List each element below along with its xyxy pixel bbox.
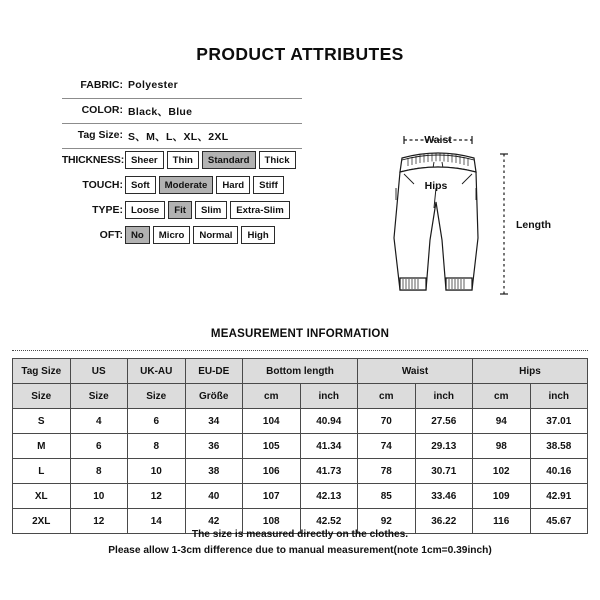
table-cell: 10 bbox=[70, 484, 128, 509]
table-cell: 38 bbox=[185, 459, 243, 484]
table-cell: 42 bbox=[185, 509, 243, 534]
attribute-row-type bbox=[62, 199, 302, 224]
option-group-touch bbox=[125, 176, 284, 194]
attribute-value-color: Black、Blue bbox=[128, 106, 193, 118]
table-cell: 8 bbox=[128, 434, 186, 459]
option-group-thickness bbox=[125, 151, 296, 169]
header-bottom-length: Bottom length bbox=[243, 359, 358, 384]
header-hips: Hips bbox=[473, 359, 588, 384]
table-cell: 105 bbox=[243, 434, 301, 459]
table-cell: 37.01 bbox=[530, 409, 588, 434]
attribute-label-type: TYPE: bbox=[92, 204, 123, 216]
option-type-fit[interactable]: Fit bbox=[168, 201, 192, 219]
option-touch-soft[interactable]: Soft bbox=[125, 176, 156, 194]
product-attributes-panel bbox=[62, 74, 302, 249]
cell-tag-size: M bbox=[13, 434, 71, 459]
option-touch-hard[interactable]: Hard bbox=[216, 176, 250, 194]
option-thickness-thin[interactable]: Thin bbox=[167, 151, 199, 169]
attribute-row-fabric bbox=[62, 74, 302, 99]
table-cell: 70 bbox=[358, 409, 416, 434]
table-header-group-row bbox=[13, 359, 588, 384]
table-row bbox=[13, 434, 588, 459]
table-cell: 36.22 bbox=[415, 509, 473, 534]
length-label: Length bbox=[516, 219, 551, 231]
table-cell: 12 bbox=[70, 509, 128, 534]
table-subheader-row bbox=[13, 384, 588, 409]
option-thickness-thick[interactable]: Thick bbox=[259, 151, 296, 169]
option-oft-micro[interactable]: Micro bbox=[153, 226, 191, 244]
option-oft-normal[interactable]: Normal bbox=[193, 226, 238, 244]
subheader-bottom-length-inch: inch bbox=[300, 384, 358, 409]
table-cell: 41.73 bbox=[300, 459, 358, 484]
table-cell: 94 bbox=[473, 409, 531, 434]
cell-tag-size: XL bbox=[13, 484, 71, 509]
cell-tag-size: 2XL bbox=[13, 509, 71, 534]
table-cell: 29.13 bbox=[415, 434, 473, 459]
table-cell: 27.56 bbox=[415, 409, 473, 434]
table-cell: 36 bbox=[185, 434, 243, 459]
option-type-slim[interactable]: Slim bbox=[195, 201, 227, 219]
table-cell: 10 bbox=[128, 459, 186, 484]
table-cell: 42.91 bbox=[530, 484, 588, 509]
table-cell: 38.58 bbox=[530, 434, 588, 459]
table-row bbox=[13, 409, 588, 434]
attribute-value-fabric: Polyester bbox=[128, 79, 178, 91]
table-cell: 116 bbox=[473, 509, 531, 534]
footnote-measured: The size is measured directly on the clothes. bbox=[191, 529, 409, 540]
option-thickness-sheer[interactable]: Sheer bbox=[125, 151, 164, 169]
table-cell: 40 bbox=[185, 484, 243, 509]
table-cell: 14 bbox=[128, 509, 186, 534]
table-cell: 30.71 bbox=[415, 459, 473, 484]
attribute-label-fabric: FABRIC: bbox=[80, 79, 123, 91]
table-cell: 45.67 bbox=[530, 509, 588, 534]
option-group-type bbox=[125, 201, 290, 219]
table-cell: 107 bbox=[243, 484, 301, 509]
attribute-value-tag-size: S、M、L、XL、2XL bbox=[128, 131, 229, 143]
subheader-eu-de: Größe bbox=[185, 384, 243, 409]
table-cell: 8 bbox=[70, 459, 128, 484]
hips-label: Hips bbox=[424, 180, 448, 192]
table-cell: 6 bbox=[70, 434, 128, 459]
option-type-extra-slim[interactable]: Extra-Slim bbox=[230, 201, 289, 219]
table-cell: 108 bbox=[243, 509, 301, 534]
table-cell: 102 bbox=[473, 459, 531, 484]
table-cell: 42.52 bbox=[300, 509, 358, 534]
cell-tag-size: S bbox=[13, 409, 71, 434]
attribute-label-oft: OFT: bbox=[99, 229, 123, 241]
attribute-row-color bbox=[62, 99, 302, 124]
attribute-row-tag-size bbox=[62, 124, 302, 149]
table-cell: 85 bbox=[358, 484, 416, 509]
option-group-oft bbox=[125, 226, 275, 244]
attribute-label-touch: TOUCH: bbox=[82, 179, 123, 191]
table-cell: 6 bbox=[128, 409, 186, 434]
subheader-waist-inch: inch bbox=[415, 384, 473, 409]
pants-diagram bbox=[382, 128, 597, 323]
table-body bbox=[13, 409, 588, 534]
table-cell: 40.16 bbox=[530, 459, 588, 484]
cell-tag-size: L bbox=[13, 459, 71, 484]
subheader-us: Size bbox=[70, 384, 128, 409]
attribute-row-oft bbox=[62, 224, 302, 249]
attribute-row-thickness bbox=[62, 149, 302, 174]
size-chart-table bbox=[12, 358, 588, 534]
attribute-label-color: COLOR: bbox=[81, 104, 123, 116]
table-row bbox=[13, 459, 588, 484]
subheader-waist-cm: cm bbox=[358, 384, 416, 409]
table-cell: 4 bbox=[70, 409, 128, 434]
table-cell: 106 bbox=[243, 459, 301, 484]
table-cell: 104 bbox=[243, 409, 301, 434]
subheader-tag-size: Size bbox=[13, 384, 71, 409]
table-cell: 109 bbox=[473, 484, 531, 509]
subheader-hips-cm: cm bbox=[473, 384, 531, 409]
header-tag-size: Tag Size bbox=[13, 359, 71, 384]
option-touch-stiff[interactable]: Stiff bbox=[253, 176, 284, 194]
table-cell: 74 bbox=[358, 434, 416, 459]
footnotes bbox=[0, 527, 600, 559]
table-cell: 33.46 bbox=[415, 484, 473, 509]
measurement-heading: MEASUREMENT INFORMATION bbox=[210, 328, 390, 340]
page-title: PRODUCT ATTRIBUTES bbox=[196, 44, 404, 64]
attribute-label-tag-size: Tag Size: bbox=[77, 129, 123, 141]
option-type-loose[interactable]: Loose bbox=[125, 201, 165, 219]
section-divider bbox=[12, 350, 588, 351]
table-row bbox=[13, 484, 588, 509]
table-cell: 98 bbox=[473, 434, 531, 459]
attribute-label-thickness: THICKNESS: bbox=[61, 154, 124, 166]
header-waist: Waist bbox=[358, 359, 473, 384]
option-oft-high[interactable]: High bbox=[241, 226, 274, 244]
header-us: US bbox=[70, 359, 128, 384]
subheader-uk-au: Size bbox=[128, 384, 186, 409]
header-uk-au: UK-AU bbox=[128, 359, 186, 384]
subheader-hips-inch: inch bbox=[530, 384, 588, 409]
table-header bbox=[13, 359, 588, 409]
table-cell: 34 bbox=[185, 409, 243, 434]
table-cell: 12 bbox=[128, 484, 186, 509]
waist-label: Waist bbox=[424, 134, 452, 146]
table-cell: 42.13 bbox=[300, 484, 358, 509]
table-cell: 78 bbox=[358, 459, 416, 484]
header-eu-de: EU-DE bbox=[185, 359, 243, 384]
footnote-tolerance: Please allow 1-3cm difference due to manual measurement(note 1cm=0.39inch) bbox=[108, 545, 492, 556]
option-thickness-standard[interactable]: Standard bbox=[202, 151, 256, 169]
table-cell: 92 bbox=[358, 509, 416, 534]
table-cell: 40.94 bbox=[300, 409, 358, 434]
table-cell: 41.34 bbox=[300, 434, 358, 459]
attribute-row-touch bbox=[62, 174, 302, 199]
subheader-bottom-length-cm: cm bbox=[243, 384, 301, 409]
option-oft-no[interactable]: No bbox=[125, 226, 150, 244]
option-touch-moderate[interactable]: Moderate bbox=[159, 176, 214, 194]
